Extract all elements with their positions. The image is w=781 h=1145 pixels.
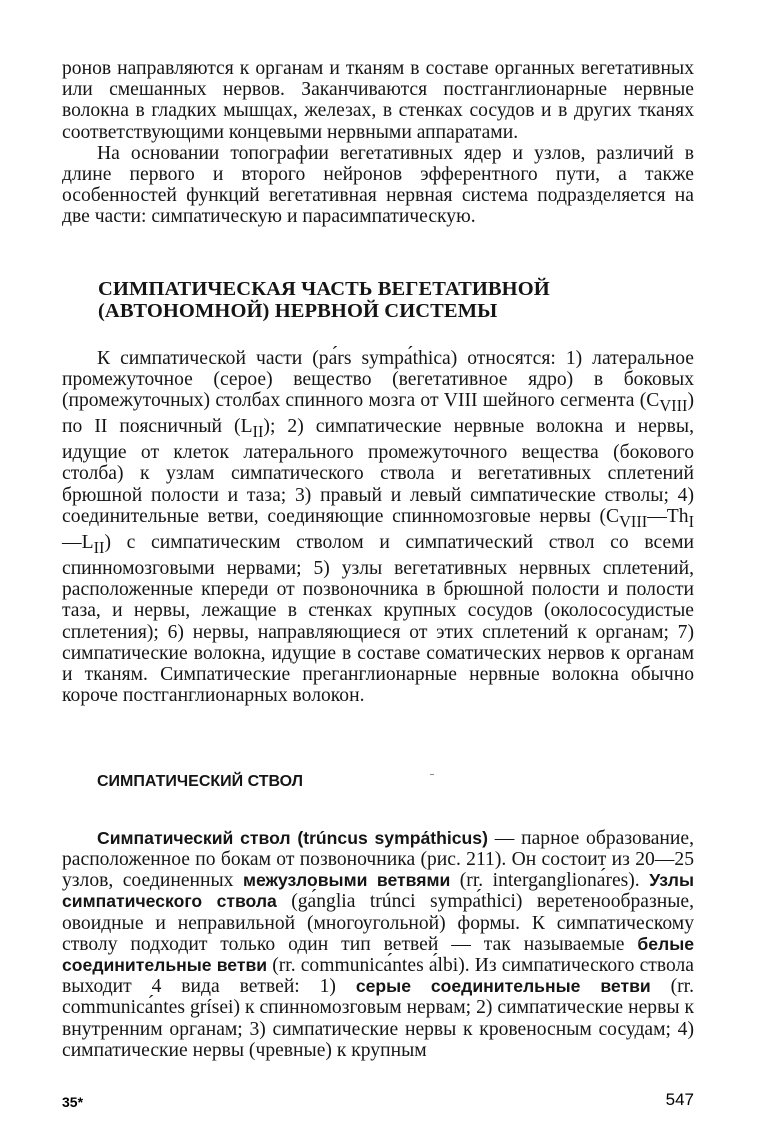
subscript: II [252, 422, 264, 442]
term-bold: серые соединительные ветви [355, 976, 651, 997]
subsection-heading: СИМПАТИЧЕСКИЙ СТВОЛ [97, 772, 303, 790]
paragraph-3-text: ) по II поясничный (L [62, 390, 694, 438]
paragraph-3-text: ); 2) симпатические нервные волокна и нервы, идущие от клеток латерального промежуточного вещества (бокового столба) к узлам симпатического ствола и вегетативных сплетений брюшной полости и таза; 3) правый и левый симпатические стволы; 4) соединительные ветви, соединяющие спинномозговые нервы (C [62, 416, 694, 527]
term-bold: Симпатический ствол (trúncus sympа́thicus) [97, 827, 488, 848]
paragraph-4-text: — парное образование, расположенное по бокам от позвоночника (рис. 211). Он состоит из 20—25 узлов, соединенных [62, 827, 694, 892]
term-bold: белые соединительные ветви [62, 933, 694, 975]
paragraph-4-text: (rr. interganglionа́res). [450, 870, 650, 892]
subscript: I [688, 511, 694, 531]
subscript: II [93, 537, 105, 557]
page-footer [62, 1090, 694, 1114]
page-body [62, 58, 694, 1061]
paragraph-4-text: (rr. communicа́ntes а́lbi). Из симпатического ствола выходит 4 вида ветвей: 1) [62, 954, 694, 998]
paragraph-1: ронов направляются к органам и тканям в составе органных вегетативных или смешанных нервов. Заканчиваются постганглионарные нервные волокна в гладких мышцах, железах, в стенках сосудов и в других тканях соответствующими концевыми нервными аппаратами. [62, 58, 694, 143]
paragraph-4-text: (gа́nglia trúnci sympа́thici) веретенообразные, овоидные и неправильной (многоугольной) формы. К симпатическому стволу подходит только один тип ветвей — так называемые [62, 891, 694, 955]
term-bold: межузловыми ветвями [242, 870, 451, 891]
paragraph-3-text: К симпатической части (pа́rs sympа́thica) относятся: 1) латеральное промежуточное (серое) вещество (вегетативное ядро) в боковых (промежуточных) столбах спинного мозга от VIII шейного сегмента (C [62, 347, 694, 412]
paragraph-3-text: —L [62, 531, 94, 553]
paragraph-2: На основании топографии вегетативных ядер и узлов, различий в длине первого и второго нейронов эфферентного пути, а также особенностей функций вегетативная нервная система подразделяется на две части: симпатическую и парасимпатическую. [62, 142, 694, 228]
print-speck [430, 774, 434, 775]
subscript: VIII [619, 511, 648, 531]
paragraph-3-text: ) с симпатическим стволом и симпатический ствол со всеми спинномозговыми нервами; 5) узлы вегетативных нервных сплетений, расположенные кпереди от позвоночника в брюшной полости и полости таза, и нервы, лежащие в стенках крупных сосудов (околососудистые сплетения); 6) нервы, направляющиеся от этих сплетений к органам; 7) симпатические волокна, идущие в составе соматических нервов к органам и тканям. Симпатические преганглионарные нервные волокна обычно короче постганглионарных волокон. [62, 531, 694, 707]
section-heading-line-2: (АВТОНОМНОЙ) НЕРВНОЙ СИСТЕМЫ [98, 299, 498, 322]
subscript: VIII [659, 395, 688, 415]
paragraph-4-text: (rr. communicа́ntes grísei) к спинномозговым нервам; 2) симпатические нервы к внутренним органам; 3) симпатические нервы к кровеносным сосудам; 4) симпатические нервы (чревные) к крупным [62, 976, 695, 1061]
paragraph-3-text: —Th [647, 505, 689, 527]
sheet-signature: 35* [62, 1094, 84, 1110]
paragraph-4 [62, 828, 694, 1061]
section-heading-line-1: СИМПАТИЧЕСКАЯ ЧАСТЬ ВЕГЕТАТИВНОЙ [98, 277, 550, 300]
term-bold: Узлы симпатического ствола [62, 870, 694, 912]
paragraph-3 [62, 348, 694, 707]
page-number: 547 [665, 1090, 694, 1109]
section-heading [98, 278, 694, 322]
